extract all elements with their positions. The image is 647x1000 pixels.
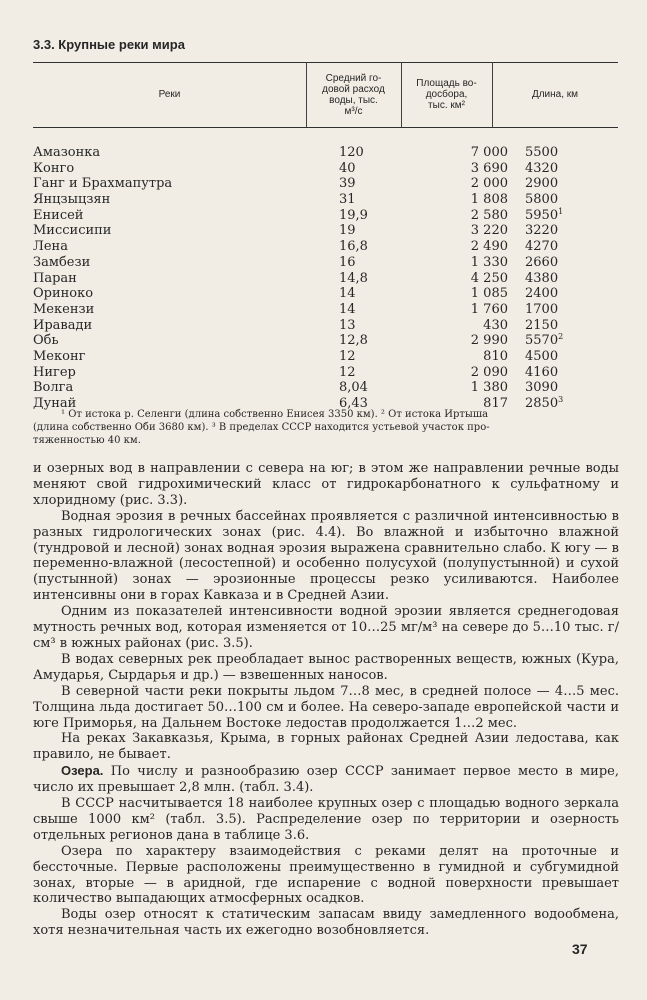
area-cell: 4 250: [470, 270, 508, 286]
length-cell: 1700: [525, 301, 559, 317]
table-row: [33, 255, 618, 271]
paragraph: [33, 796, 619, 844]
header-length: Длина, км: [531, 89, 579, 100]
footnote-line: тяженностью 40 км.: [33, 435, 141, 446]
area-cell: 2 090: [470, 364, 508, 380]
paragraph-text: В СССР насчитывается 18 наиболее крупных озер с площадью водного зеркала свыше 1000 км² (табл. 3.5). Распределение озер по территории и озерность отдельных регионов дана в таблице 3.6.: [33, 796, 619, 843]
paragraph-heading: Озера.: [61, 763, 104, 779]
length-cell: 2400: [525, 286, 559, 302]
length-cell: 2660: [525, 254, 559, 270]
footnote-marker: 2: [558, 332, 564, 342]
table-row: [33, 161, 618, 177]
area-cell: 1 380: [470, 380, 508, 396]
area-cell: 1 808: [470, 192, 508, 208]
flow-cell: 19,9: [339, 207, 368, 223]
length-cell: 4500: [525, 348, 559, 364]
length-cell: 5570$^2$: [525, 332, 564, 349]
paragraph: [33, 604, 619, 652]
area-cell: 2 490: [470, 239, 508, 255]
area-cell: 1 760: [470, 301, 508, 317]
river-name-cell: Замбези: [33, 254, 91, 270]
table-row: [33, 318, 618, 334]
length-cell: 4160: [525, 364, 559, 380]
page-number: 37: [572, 941, 588, 957]
footnote-line: (длина собственно Оби 3680 км). ³ В пределах СССР находится устьевой участок про-: [33, 422, 490, 433]
table-body: [33, 145, 618, 412]
river-name-cell: Янцзыцзян: [33, 192, 111, 208]
flow-cell: 19: [339, 223, 356, 239]
length-cell: 3090: [525, 380, 559, 396]
river-name-cell: Конго: [33, 160, 75, 176]
header-river: Реки: [158, 89, 181, 100]
river-name-cell: Иравади: [33, 317, 93, 333]
area-cell: 3 690: [470, 160, 508, 176]
river-name-cell: Енисей: [33, 207, 84, 223]
area-cell: 810: [483, 348, 508, 364]
paragraph: [33, 763, 619, 796]
paragraph-text: В водах северных рек преобладает вынос растворенных веществ, южных (Кура, Амударья, Сырдарья и др.) — взвешенных наносов.: [33, 651, 619, 683]
table-row: [33, 286, 618, 302]
paragraph-text: Одним из показателей интенсивности водной эрозии является среднегодовая мутность речных вод, которая изменяется от 10…25 мг/м³ на севере до 5…10 тыс. г/см³ в южных районах (рис. 3.5).: [33, 604, 619, 651]
length-cell: 4320: [525, 160, 559, 176]
flow-cell: 13: [339, 317, 356, 333]
table-row: [33, 302, 618, 318]
river-name-cell: Меконг: [33, 348, 86, 364]
paragraph-text: Озера по характеру взаимодействия с реками делят на проточные и бессточные. Первые расположены преимущественно в гумидной и субгумидной зонах, вторые — в аридной, где испарение с водной поверхности превышает количество выпадающих атмосферных осадков.: [33, 843, 619, 907]
footnote-marker: 3: [558, 395, 564, 404]
length-cell: 5500: [525, 145, 559, 160]
table-row: [33, 380, 618, 396]
paragraph: [33, 844, 619, 908]
area-cell: 430: [483, 317, 508, 333]
length-cell: 4380: [525, 270, 559, 286]
paragraph-text: В северной части реки покрыты льдом 7…8 мес, в средней полосе — 4…5 мес. Толщина льда достигает 50…100 см и более. На северо-западе европейской части и юге Приморья, на Дальнем Востоке ледостав продолжается 1…2 мес.: [33, 683, 619, 731]
river-name-cell: Мекензи: [33, 301, 95, 317]
flow-cell: 6,43: [339, 396, 368, 411]
flow-cell: 14: [339, 301, 356, 317]
length-cell: 2850$^3$: [525, 395, 564, 411]
area-cell: 2 990: [470, 333, 508, 349]
length-cell: 2150: [525, 317, 559, 333]
length-cell: 4270: [525, 239, 559, 255]
flow-cell: 16: [339, 254, 356, 270]
river-name-cell: Амазонка: [33, 145, 101, 160]
river-name-cell: Обь: [33, 333, 59, 349]
river-name-cell: Миссисипи: [33, 223, 112, 239]
table-row: [33, 349, 618, 365]
footnote-line: ¹ От истока р. Селенги (длина собственно Енисея 3350 км). ² От истока Иртыша: [61, 409, 489, 420]
river-name-cell: Дунай: [33, 396, 77, 411]
flow-cell: 16,8: [339, 239, 368, 255]
flow-cell: 12: [339, 348, 356, 364]
flow-cell: 40: [339, 160, 356, 176]
paragraph-text: По числу и разнообразию озер СССР занимает первое место в мире, число их превышает 2,8 млн. (табл. 3.4).: [33, 764, 619, 796]
table-row: [33, 145, 618, 161]
table-row: [33, 192, 618, 208]
paragraph: [33, 731, 619, 763]
flow-cell: 39: [339, 176, 356, 192]
area-cell: 817: [483, 396, 508, 411]
body-text: [33, 461, 619, 939]
table-row: [33, 176, 618, 192]
header-flow: Средний го- довой расход воды, тыс. м³/с: [322, 72, 385, 117]
area-cell: 1 330: [470, 254, 508, 270]
length-cell: 5800: [525, 192, 559, 208]
area-cell: 7 000: [470, 145, 508, 160]
paragraph: [33, 684, 619, 732]
table-row: [33, 223, 618, 239]
paragraph: [33, 652, 619, 684]
paragraph: [33, 461, 619, 509]
river-name-cell: Ганг и Брахмапутра: [33, 176, 173, 192]
table-header-rule: [33, 127, 618, 128]
river-name-cell: Ориноко: [33, 286, 94, 302]
flow-cell: 14,8: [339, 270, 368, 286]
paragraph-text: Воды озер относят к статическим запасам ввиду замедленного водообмена, хотя незначительная часть их ежегодно возобновляется.: [33, 907, 619, 939]
table-row: [33, 365, 618, 381]
header-area: Площадь во- досбора, тыс. км²: [416, 78, 477, 111]
length-cell: 3220: [525, 223, 559, 239]
paragraph-text: Водная эрозия в речных бассейнах проявляется с различной интенсивностью в разных гидрологических зонах (рис. 4.4). Во влажной и избыточно влажной (тундровой и лесной) зонах водная эрозия выражена сравнительно слабо. К югу — в переменно-влажной (лесостепной) и особенно полусухой (полупустынной) и сухой (пустынной) зонах — эрозионные процессы резко усиливаются. Наиболее интенсивны они в горах Кавказа и в Средней Азии.: [33, 508, 619, 604]
river-name-cell: Волга: [33, 380, 74, 396]
length-cell: 2900: [525, 176, 559, 192]
table-footnotes: [33, 408, 619, 447]
table-row: [33, 333, 618, 349]
table-row: [33, 208, 618, 224]
area-cell: 1 085: [470, 286, 508, 302]
area-cell: 3 220: [470, 223, 508, 239]
paragraph-text: На реках Закавказья, Крыма, в горных районах Средней Азии ледостава, как правило, не бывает.: [33, 731, 619, 763]
table-row: [33, 271, 618, 287]
area-cell: 2 000: [470, 176, 508, 192]
paragraph-text: и озерных вод в направлении с севера на юг; в этом же направлении речные воды меняют свой гидрохимический класс от гидрокарбонатного к сульфатному и хлоридному (рис. 3.3).: [33, 461, 619, 508]
section-title: 3.3. Крупные реки мира: [33, 37, 185, 52]
flow-cell: 31: [339, 192, 356, 208]
river-name-cell: Паран: [33, 270, 77, 286]
flow-cell: 12,8: [339, 333, 368, 349]
table-row: [33, 239, 618, 255]
paragraph: [33, 907, 619, 939]
footnote-marker: 1: [558, 206, 564, 216]
flow-cell: 120: [339, 145, 364, 160]
river-name-cell: Лена: [33, 239, 68, 255]
river-name-cell: Нигер: [33, 364, 76, 380]
length-cell: 5950$^1$: [525, 206, 564, 223]
flow-cell: 14: [339, 286, 356, 302]
flow-cell: 12: [339, 364, 356, 380]
area-cell: 2 580: [470, 207, 508, 223]
paragraph: [33, 509, 619, 604]
flow-cell: 8,04: [339, 380, 368, 396]
